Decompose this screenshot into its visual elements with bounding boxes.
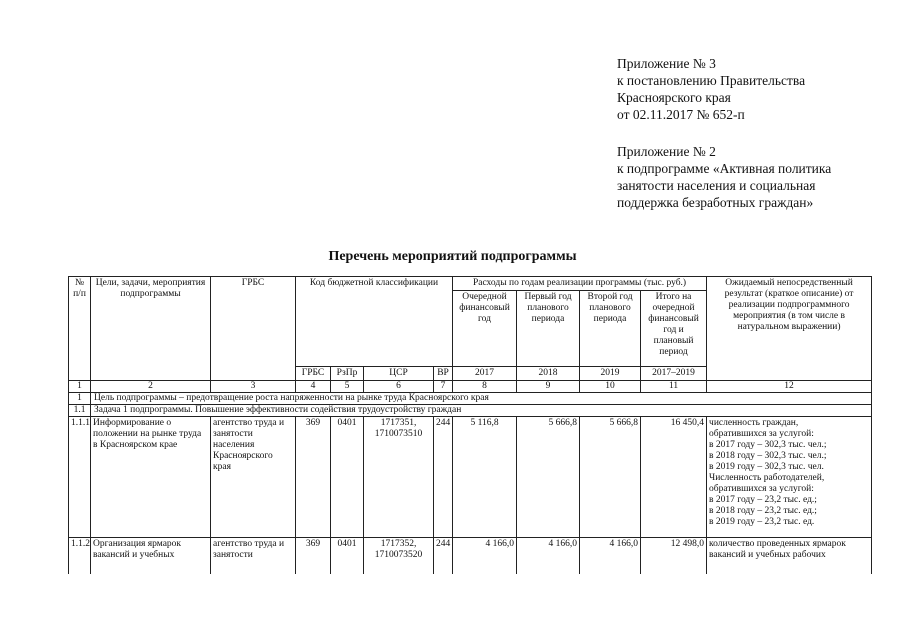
appendix-line: Красноярского края	[617, 90, 731, 105]
goal-text: Цель подпрограммы – предотвращение роста напряженности на рынке труда Красноярского края	[91, 393, 872, 405]
column-number: 12	[707, 381, 872, 393]
row-rzpr: 0401	[331, 417, 364, 538]
header-year-current: Очередной финансовый год	[453, 291, 517, 367]
result-line: численность граждан,	[709, 418, 799, 428]
row-v2019: 5 666,8	[580, 417, 641, 538]
document-title: Перечень мероприятий подпрограммы	[328, 249, 577, 264]
result-line: в 2019 году – 302,3 тыс. чел.	[709, 462, 824, 472]
column-number: 1	[69, 381, 91, 393]
result-line: количество проведенных ярмарок	[709, 539, 846, 549]
row-result	[707, 417, 872, 538]
row-grbs-name: агентство труда и занятости населения Красноярского края	[211, 417, 296, 538]
appendix-line: Приложение № 3	[617, 56, 716, 71]
row-v2018: 4 166,0	[517, 538, 580, 574]
result-line: в 2018 году – 23,2 тыс. ед.;	[709, 506, 817, 516]
appendix-3-block	[617, 55, 805, 123]
result-line: в 2017 году – 302,3 тыс. чел.;	[709, 440, 827, 450]
goal-row	[69, 393, 872, 405]
result-line: Численность работодателей,	[709, 473, 825, 483]
goal-num: 1	[69, 393, 91, 405]
result-line: вакансий и учебных рабочих	[709, 550, 826, 560]
column-number: 6	[364, 381, 434, 393]
row-v2017: 5 116,8	[453, 417, 517, 538]
row-csr: 1717351, 1710073510	[364, 417, 434, 538]
row-v2018: 5 666,8	[517, 417, 580, 538]
header-y-total: 2017–2019	[641, 367, 707, 381]
appendix-line: к постановлению Правительства	[617, 73, 806, 88]
row-result	[707, 538, 872, 574]
header-goals: Цели, задачи, мероприятия подпрограммы	[91, 277, 211, 381]
header-code-grbs: ГРБС	[296, 367, 331, 381]
row-num: 1.1.1	[69, 417, 91, 538]
column-number: 3	[211, 381, 296, 393]
measures-table	[68, 276, 872, 574]
row-vr: 244	[434, 538, 453, 574]
header-num: № п/п	[69, 277, 91, 381]
column-number: 8	[453, 381, 517, 393]
result-line: в 2018 году – 302,3 тыс. чел.;	[709, 451, 827, 461]
header-code-csr: ЦСР	[364, 367, 434, 381]
row-num: 1.1.2	[69, 538, 91, 574]
header-year-first-plan: Первый год планового периода	[517, 291, 580, 367]
row-v2017: 4 166,0	[453, 538, 517, 574]
appendix-line: Приложение № 2	[617, 144, 716, 159]
task-text: Задача 1 подпрограммы. Повышение эффективности содействия трудоустройству граждан	[91, 405, 872, 417]
table-row	[69, 538, 872, 574]
table-row	[69, 417, 872, 538]
result-line: обратившихся за услугой:	[709, 429, 814, 439]
column-number: 9	[517, 381, 580, 393]
row-grbs: 369	[296, 538, 331, 574]
column-number: 2	[91, 381, 211, 393]
header-year-second-plan: Второй год планового периода	[580, 291, 641, 367]
row-v2019: 4 166,0	[580, 538, 641, 574]
row-total: 16 450,4	[641, 417, 707, 538]
result-line: в 2019 году – 23,2 тыс. ед.	[709, 517, 815, 527]
header-y2019: 2019	[580, 367, 641, 381]
column-number: 11	[641, 381, 707, 393]
appendix-line: занятости населения и социальная	[617, 178, 816, 193]
row-total: 12 498,0	[641, 538, 707, 574]
task-num: 1.1	[69, 405, 91, 417]
column-number: 4	[296, 381, 331, 393]
column-number-row	[69, 381, 872, 393]
row-name: Организация ярмарок вакансий и учебных	[91, 538, 211, 574]
appendix-line: поддержка безработных граждан»	[617, 195, 814, 210]
column-number: 5	[331, 381, 364, 393]
column-number: 10	[580, 381, 641, 393]
appendix-line: от 02.11.2017 № 652-п	[617, 107, 745, 122]
column-number: 7	[434, 381, 453, 393]
row-grbs: 369	[296, 417, 331, 538]
header-grbs: ГРБС	[211, 277, 296, 381]
row-csr: 1717352, 1710073520	[364, 538, 434, 574]
result-line: в 2017 году – 23,2 тыс. ед.;	[709, 495, 817, 505]
appendix-2-block	[617, 143, 831, 211]
row-rzpr: 0401	[331, 538, 364, 574]
header-code-vr: ВР	[434, 367, 453, 381]
header-total: Итого на очередной финансовый год и плановый период	[641, 291, 707, 367]
appendix-line: к подпрограмме «Активная политика	[617, 161, 832, 176]
row-grbs-name: агентство труда и занятости	[211, 538, 296, 574]
task-row	[69, 405, 872, 417]
header-result: Ожидаемый непосредственный результат (краткое описание) от реализации подпрограммного мероприятия (в том числе в натуральном выражении)	[707, 277, 872, 381]
row-vr: 244	[434, 417, 453, 538]
header-budget-code: Код бюджетной классификации	[296, 277, 453, 367]
header-code-rzpr: РзПр	[331, 367, 364, 381]
header-y2017: 2017	[453, 367, 517, 381]
header-expenses: Расходы по годам реализации программы (тыс. руб.)	[453, 277, 707, 291]
row-name: Информирование о положении на рынке труда в Красноярском крае	[91, 417, 211, 538]
result-line: обратившихся за услугой:	[709, 484, 814, 494]
header-y2018: 2018	[517, 367, 580, 381]
